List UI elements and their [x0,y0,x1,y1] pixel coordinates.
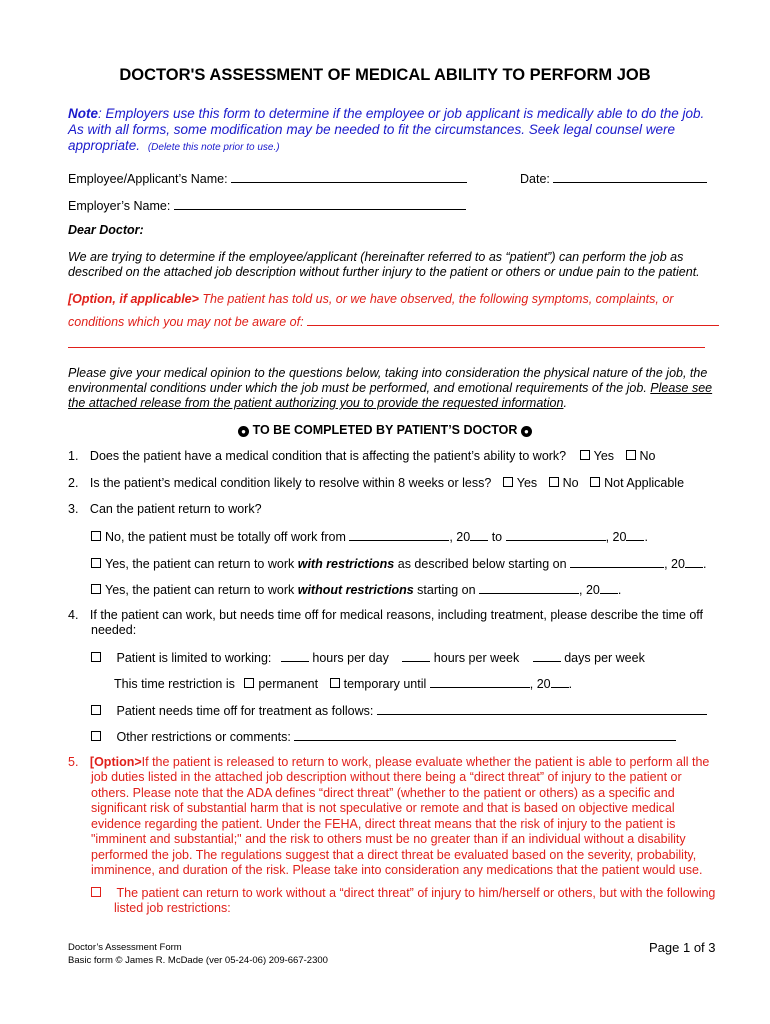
q5-number: 5. [68,755,79,769]
section-heading [0,423,770,437]
permanent-option[interactable] [244,677,318,691]
intro-line-2: described on the attached job description without further injury to the patient or others or undue pain to the patient. [68,265,700,279]
checkbox-icon[interactable] [330,678,340,688]
option-symptoms-label: [Option, if applicable> [68,292,199,306]
hours-per-week-input[interactable] [402,650,430,662]
with-restrictions-date-input[interactable] [570,556,664,568]
q5-text-3: others. Please note that the ADA defines “direct threat” (whether to the patient or others) as a specific and [91,785,675,800]
date-input[interactable] [553,171,707,183]
q4-number: 4. [68,608,79,622]
q3-opt3-period: . [617,583,622,597]
hours-per-day-input[interactable] [281,650,309,662]
q3-opt1-20b: , 20 [605,530,627,544]
date-label: Date: [520,172,550,186]
q3-opt2-bold: with restrictions [297,557,395,571]
off-work-to-input[interactable] [506,529,606,541]
temporary-until-input[interactable] [430,676,530,688]
employee-name-input[interactable] [231,171,467,183]
page-title: DOCTOR'S ASSESSMENT OF MEDICAL ABILITY TO PERFORM JOB [119,66,651,84]
q5-check-row[interactable] [91,886,715,900]
off-work-from-year[interactable] [470,529,488,541]
q4-treatment-row[interactable] [91,703,707,718]
q5-text-5: evidence regarding the patient. Under the FEHA, direct threat means that the risk of injury to the patient is [91,816,676,831]
checkbox-icon[interactable] [91,584,101,594]
q2-na-option[interactable] [590,476,684,490]
temporary-year-input[interactable] [551,676,569,688]
employer-name-input[interactable] [174,198,466,210]
please-give-line-1: Please give your medical opinion to the questions below, taking into consideration the physical nature of the job, the [68,366,708,380]
q1-no-option[interactable] [626,449,656,463]
employee-name-field[interactable] [68,171,467,186]
checkbox-icon[interactable] [91,531,101,541]
release-period: . [563,396,567,410]
note-text-3: appropriate. [68,138,141,153]
q5-paragraph [91,770,731,879]
question-2 [68,476,684,490]
checkbox-icon[interactable] [626,450,636,460]
note-line-1 [68,106,704,121]
days-per-week-input[interactable] [533,650,561,662]
q3-option-without-restrictions[interactable] [91,582,621,597]
q3-option-with-restrictions[interactable] [91,556,706,571]
checkbox-icon[interactable] [91,652,101,662]
note-text-1: : Employers use this form to determine if the employee or job applicant is medically able to do the job. [98,106,705,121]
q3-opt2-text-2: as described below starting on [394,557,567,571]
q3-opt2-text: Yes, the patient can return to work [105,557,298,571]
q5-line-1 [68,755,709,769]
restriction-label: This time restriction is [114,677,235,691]
other-input[interactable] [294,729,676,741]
q3-opt1-text: No, the patient must be totally off work from [105,530,346,544]
employer-name-label: Employer’s Name: [68,199,171,213]
other-label: Other restrictions or comments: [116,730,291,744]
q5-option-label: [Option> [89,755,142,769]
hours-per-day-label: hours per day [312,651,389,665]
q3-opt1-to: to [491,530,503,544]
hours-per-week-label: hours per week [433,651,520,665]
q3-opt3-text: Yes, the patient can return to work [105,583,298,597]
question-1 [68,449,656,463]
section-heading-text: TO BE COMPLETED BY PATIENT’S DOCTOR [252,423,518,437]
days-per-week-label: days per week [564,651,645,665]
checkbox-icon[interactable] [91,705,101,715]
q2-yes-option[interactable] [503,476,537,490]
q4-limited-row[interactable] [91,650,645,665]
please-give-line-2 [68,381,712,395]
treatment-input[interactable] [377,703,707,715]
q2-number: 2. [68,476,79,490]
temporary-option[interactable] [330,677,427,691]
checkbox-icon[interactable] [91,887,101,897]
checkbox-icon[interactable] [91,731,101,741]
checkbox-icon[interactable] [549,477,559,487]
greeting: Dear Doctor: [68,223,144,237]
q3-opt3-bold: without restrictions [297,583,414,597]
q5-text-1: If the patient is released to return to work, please evaluate whether the patient is able to perform all the [141,755,710,769]
option-symptoms-text-2: conditions which you may not be aware of: [68,315,304,329]
checkbox-icon[interactable] [580,450,590,460]
q3-number: 3. [68,502,79,516]
bullet-icon-right: ● [521,426,532,437]
checkbox-icon[interactable] [244,678,254,688]
footer-copyright: Basic form © James R. McDade (ver 05-24-06) 209-667-2300 [68,955,328,966]
release-text: the attached release from the patient authorizing you to provide the requested information [68,396,564,410]
note-line-2: As with all forms, some modification may be needed to fit the circumstances. Seek legal counsel were [68,122,676,137]
q5-text-7: performed the job. The regulations suggest that a direct threat be evaluated based on the severity, probability, [91,847,697,862]
q2-text: Is the patient’s medical condition likely to resolve within 8 weeks or less? [89,476,492,490]
off-work-to-year[interactable] [626,529,644,541]
without-restrictions-year[interactable] [600,582,618,594]
note-line-3 [68,138,280,153]
page-number: Page 1 of 3 [649,940,716,955]
checkbox-icon[interactable] [91,558,101,568]
q2-yes-label: Yes [516,476,538,490]
q3-text: Can the patient return to work? [89,502,262,516]
q4-restriction-row [114,676,572,691]
note-label: Note [68,106,98,121]
q5-text-8: imminence, and duration of the risk. Please take into consideration any medications that the patient would use. [91,863,703,877]
employee-name-label: Employee/Applicant’s Name: [68,172,228,186]
q5-text-2: job duties listed in the attached job description without there being a “direct threat” of injury to the patient or [91,770,682,784]
q1-text: Does the patient have a medical condition that is affecting the patient’s ability to work? [89,449,567,463]
option-symptoms-line-2[interactable] [68,314,719,329]
q5-text-4: significant risk of substantial harm that is not speculative or remote and that is based on objective medical [91,801,675,815]
checkbox-icon[interactable] [503,477,513,487]
q1-number: 1. [68,449,79,463]
please-give-text-2: environmental conditions under which the job must be performed, and emotional requirements of the job. [68,381,651,395]
q3-opt3-text-2: starting on [413,583,476,597]
q5-text-6: "imminent and substantial;" and the risk to others must be no greater than if an individual without a disability [91,832,686,846]
delete-note: (Delete this note prior to use.) [147,142,280,153]
temporary-label: temporary until [343,677,427,691]
checkbox-icon[interactable] [590,477,600,487]
symptoms-input-2[interactable] [68,347,705,348]
q3-opt2-period: . [702,557,707,571]
q3-option-no[interactable] [91,529,648,544]
q3-opt1-20: , 20 [449,530,471,544]
permanent-label: permanent [258,677,319,691]
treatment-label: Patient needs time off for treatment as follows: [116,704,374,718]
option-symptoms-text-1: The patient has told us, or we have observed, the following symptoms, complaints, or [198,292,674,306]
please-give-line-3 [68,396,567,410]
employer-name-field[interactable] [68,198,466,213]
q2-na-label: Not Applicable [604,476,685,490]
question-4 [68,608,703,622]
without-restrictions-date-input[interactable] [479,582,579,594]
bullet-icon-left: ● [238,426,249,437]
q1-yes-option[interactable] [580,449,614,463]
date-field[interactable] [520,171,707,186]
temporary-period: . [568,677,573,691]
question-3 [68,502,262,516]
q2-no-label: No [562,476,579,490]
q1-yes-label: Yes [593,449,615,463]
footer-form-name: Doctor’s Assessment Form [68,942,182,953]
option-symptoms-line-1 [68,292,673,306]
q4-other-row[interactable] [91,729,676,744]
off-work-from-input[interactable] [349,529,449,541]
q3-opt1-period: . [644,530,648,544]
intro-line-1: We are trying to determine if the employee/applicant (hereinafter referred to as “patient”) can perform the job as [68,250,684,264]
symptoms-input-1[interactable] [307,314,719,326]
q3-opt2-20: , 20 [664,557,685,571]
q1-no-label: No [639,449,656,463]
q4-text-1: If the patient can work, but needs time off for medical reasons, including treatment, please describe the time off [89,608,703,622]
q4-text-2: needed: [91,623,137,637]
q5-check-text-2: listed job restrictions: [114,901,231,915]
temporary-20: , 20 [529,677,551,691]
q2-no-option[interactable] [549,476,579,490]
q3-opt3-20: , 20 [579,583,600,597]
with-restrictions-year[interactable] [685,556,703,568]
q4-limited-label: Patient is limited to working: [116,651,272,665]
q5-check-text-1: The patient can return to work without a “direct threat” of injury to him/herself or others, but with the following [116,886,716,900]
please-see-text: Please see [650,381,713,395]
